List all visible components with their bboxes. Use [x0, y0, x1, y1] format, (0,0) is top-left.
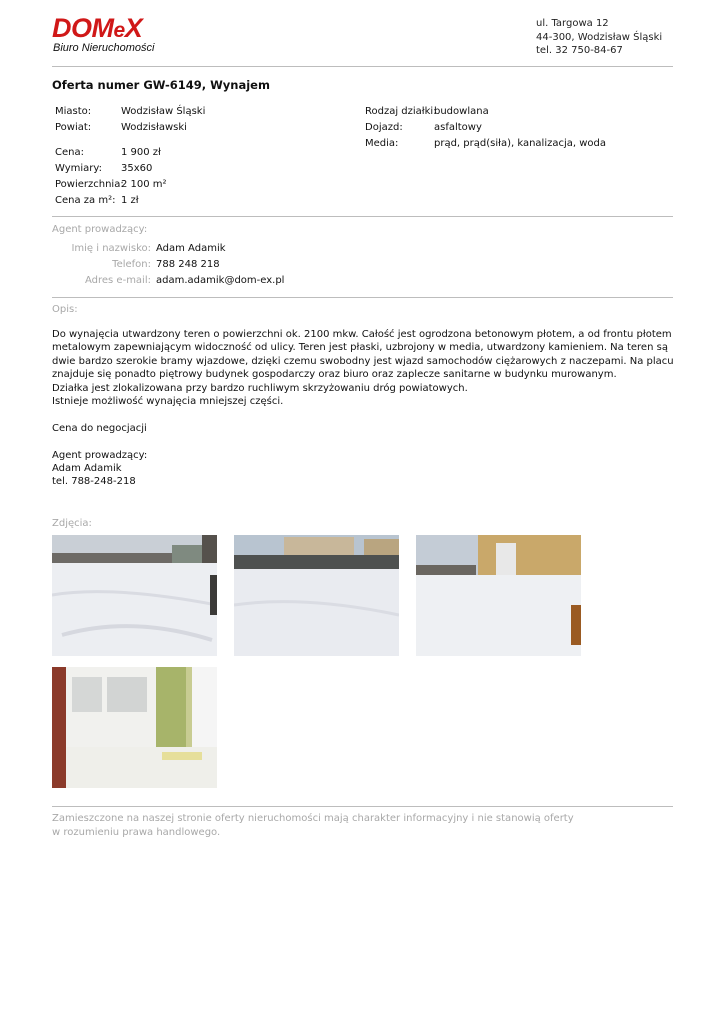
detail-label-area: Powierzchnia:: [55, 179, 124, 190]
detail-label-dimensions: Wymiary:: [55, 163, 102, 174]
address-phone: tel. 32 750-84-67: [536, 45, 623, 56]
snow-yard-building-photo[interactable]: [416, 535, 581, 656]
offer-description: [52, 328, 677, 489]
description-partial-rent: Istnieje możliwość wynajęcia mniejszej części.: [52, 396, 284, 408]
office-interior-photo[interactable]: [52, 667, 217, 788]
photos-section-label: Zdjęcia:: [52, 518, 92, 529]
detail-value-utilities: prąd, prąd(siła), kanalizacja, woda: [434, 138, 607, 149]
detail-value-price-per-m2: 1 zł: [121, 195, 139, 206]
divider: [52, 66, 673, 67]
company-address: [536, 17, 662, 58]
detail-label-utilities: Media:: [365, 138, 399, 149]
address-street: ul. Targowa 12: [536, 18, 609, 29]
detail-value-access: asfaltowy: [434, 122, 482, 133]
description-section-label: Opis:: [52, 304, 78, 315]
disclaimer-line2: w rozumieniu prawa handlowego.: [52, 827, 221, 838]
description-agent-phone: tel. 788-248-218: [52, 476, 136, 488]
description-price-note: Cena do negocjacji: [52, 422, 147, 434]
divider: [52, 806, 673, 807]
detail-label-access: Dojazd:: [365, 122, 403, 133]
disclaimer-line1: Zamieszczone na naszej stronie oferty nieruchomości mają charakter informacyjny i nie stanowią oferty: [52, 813, 574, 824]
snow-field-photo[interactable]: [52, 535, 217, 656]
detail-label-plot-type: Rodzaj działki:: [365, 106, 437, 117]
detail-label-county: Powiat:: [55, 122, 92, 133]
description-paragraph: Do wynajęcia utwardzony teren o powierzchni ok. 2100 mkw. Całość jest ogrodzona betonowym płotem, a od frontu płotem metalowym zapewniającym widoczność od ulicy. Teren jest płaski, uzbrojony w media, utwardzony kamieniem. Na teren są dwie bardzo szerokie bramy wjazdowe, dzięki czemu swobodny jest wjazd samochodów ciężarowych z naczepami. Na placu znajduje się ponadto piętrowy budynek gospodarczy oraz biuro oraz zaplecze sanitarne w budynku murowanym.: [52, 329, 674, 381]
agent-phone: 788 248 218: [156, 259, 220, 270]
description-agent-name: Adam Adamik: [52, 463, 122, 475]
offer-title: Oferta numer GW-6149, Wynajem: [52, 78, 270, 92]
divider: [52, 297, 673, 298]
agent-name-label: Imię i nazwisko:: [71, 243, 151, 254]
snow-yard-houses-photo[interactable]: [234, 535, 399, 656]
detail-value-city: Wodzisław Śląski: [121, 106, 206, 117]
detail-label-price-per-m2: Cena za m²:: [55, 195, 116, 206]
agent-email-label: Adres e-mail:: [84, 275, 151, 286]
disclaimer: [52, 812, 574, 840]
agent-phone-label: Telefon:: [112, 259, 151, 270]
company-logo: DOMeX: [52, 13, 143, 43]
description-agent-heading: Agent prowadzący:: [52, 449, 148, 461]
agent-email[interactable]: adam.adamik@dom-ex.pl: [156, 275, 285, 286]
logo-subtitle: Biuro Nieruchomości: [53, 42, 155, 54]
address-city: 44-300, Wodzisław Śląski: [536, 31, 663, 43]
detail-value-dimensions: 35x60: [121, 163, 153, 174]
detail-label-price: Cena:: [55, 147, 84, 158]
divider: [52, 216, 673, 217]
agent-section-label: Agent prowadzący:: [52, 224, 148, 235]
detail-value-county: Wodzisławski: [121, 122, 187, 133]
detail-label-city: Miasto:: [55, 106, 92, 117]
detail-value-plot-type: budowlana: [434, 106, 489, 117]
description-location: Działka jest zlokalizowana przy bardzo ruchliwym skrzyżowaniu dróg powiatowych.: [52, 382, 468, 394]
detail-value-price: 1 900 zł: [121, 147, 161, 158]
detail-value-area: 2 100 m²: [121, 179, 167, 190]
agent-name: Adam Adamik: [156, 243, 226, 254]
